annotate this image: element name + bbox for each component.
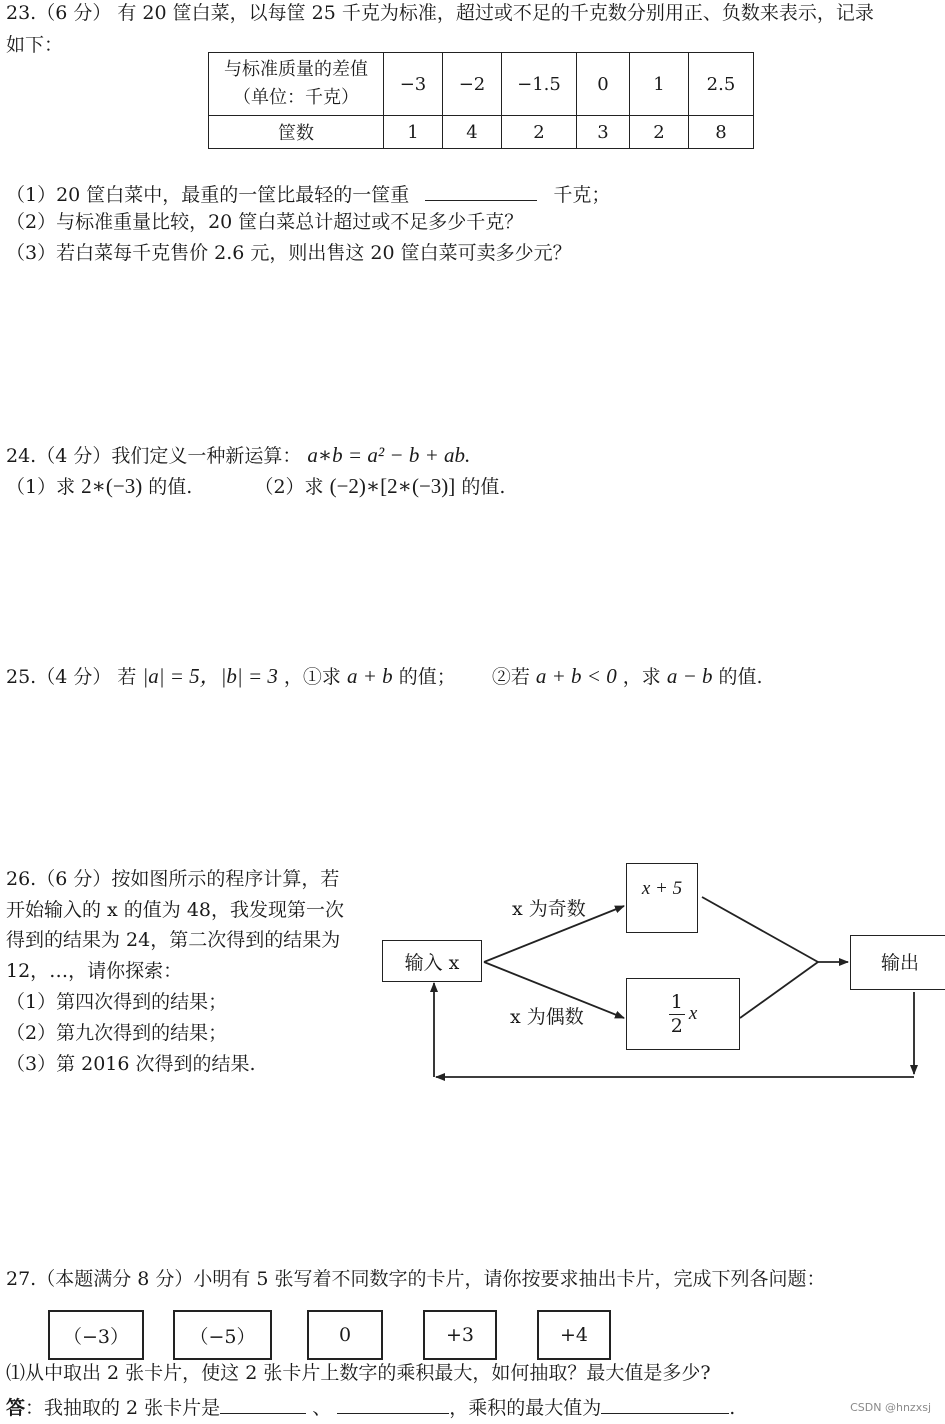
q26-line1: 26.（6 分）按如图所示的程序计算，若 bbox=[6, 868, 340, 890]
table-row-label: 筐数 bbox=[209, 116, 384, 149]
table-count-cell: 3 bbox=[577, 116, 630, 149]
q26-part3: （3）第 2016 次得到的结果. bbox=[6, 1053, 256, 1075]
table-diff-cell: 0 bbox=[577, 53, 630, 116]
q23-part3: （3）若白菜每千克售价 2.6 元，则出售这 20 筐白菜可卖多少元？ bbox=[6, 242, 572, 264]
line-even-to-merge bbox=[740, 962, 818, 1018]
watermark: CSDN @hnzxsj bbox=[850, 1401, 931, 1414]
table-diff-cell: −1.5 bbox=[502, 53, 577, 116]
q26-line2: 开始输入的 x 的值为 48，我发现第一次 bbox=[6, 899, 345, 921]
table-count-cell: 1 bbox=[384, 116, 443, 149]
answer-blank-card2[interactable] bbox=[337, 1395, 449, 1414]
flow-even-box: $\frac{1}{2}$ x bbox=[626, 978, 740, 1050]
q26-part1: （1）第四次得到的结果； bbox=[6, 991, 228, 1013]
q23-part1: （1）20 筐白菜中，最重的一筐比最轻的一筐重 千克； bbox=[6, 184, 611, 206]
flow-odd-label: x 为奇数 bbox=[512, 898, 586, 920]
flow-even-label: x 为偶数 bbox=[510, 1006, 584, 1028]
q27-part1: ⑴从中取出 2 张卡片，使这 2 张卡片上数字的乘积最大，如何抽取？最大值是多少? bbox=[6, 1362, 711, 1384]
q24-expr2: (−2)∗[2∗(−3)] bbox=[329, 474, 456, 498]
q24-intro: 24.（4 分）我们定义一种新运算： a∗b = a² − b + ab. bbox=[6, 443, 471, 467]
table-count-cell: 4 bbox=[443, 116, 502, 149]
flow-output-box: 输出 bbox=[850, 935, 945, 990]
number-card[interactable]: （−3） bbox=[48, 1310, 144, 1360]
q23-intro-line2: 如下： bbox=[6, 34, 64, 56]
q24-parts: （1）求 2∗(−3) 的值. （2）求 (−2)∗[2∗(−3)] 的值. bbox=[6, 474, 506, 498]
table-diff-cell: 1 bbox=[630, 53, 689, 116]
number-card[interactable]: （−5） bbox=[173, 1310, 272, 1360]
number-card[interactable]: +3 bbox=[423, 1310, 497, 1360]
table-count-cell: 2 bbox=[630, 116, 689, 149]
answer-blank-product[interactable] bbox=[601, 1395, 729, 1414]
q23-part2: （2）与标准重量比较，20 筐白菜总计超过或不足多少千克？ bbox=[6, 211, 524, 233]
number-card[interactable]: 0 bbox=[307, 1310, 383, 1360]
q24-formula: a∗b = a² − b + ab. bbox=[307, 443, 471, 467]
table-header-cell: 与标准质量的差值 （单位：千克） bbox=[209, 53, 384, 116]
q25-condition: |a| = 5，|b| = 3 bbox=[142, 664, 278, 688]
table-diff-cell: −2 bbox=[443, 53, 502, 116]
q26-line3: 得到的结果为 24，第二次得到的结果为 bbox=[6, 929, 341, 951]
table-count-cell: 8 bbox=[689, 116, 754, 149]
q26-line4: 12，…，请你探索： bbox=[6, 960, 183, 982]
answer-blank-card1[interactable] bbox=[220, 1395, 306, 1414]
q23-intro-line1: 23.（6 分） 有 20 筐白菜，以每筐 25 千克为标准，超过或不足的千克数分别用正、负数来表示，记录 bbox=[6, 2, 874, 24]
q27-answer-line: 答：我抽取的 2 张卡片是 、 ，乘积的最大值为 . bbox=[6, 1397, 736, 1419]
table-diff-cell: 2.5 bbox=[689, 53, 754, 116]
half-fraction: $\frac{1}{2}$ bbox=[670, 990, 683, 1037]
q26-part2: （2）第九次得到的结果； bbox=[6, 1022, 228, 1044]
number-card[interactable]: +4 bbox=[537, 1310, 611, 1360]
table-diff-cell: −3 bbox=[384, 53, 443, 116]
q24-expr1: 2∗(−3) bbox=[81, 474, 143, 498]
line-odd-to-merge bbox=[702, 897, 818, 962]
table-count-cell: 2 bbox=[502, 116, 577, 149]
q27-intro: 27.（本题满分 8 分）小明有 5 张写着不同数字的卡片，请你按要求抽出卡片，完成下列各问题： bbox=[6, 1268, 826, 1290]
flow-input-box: 输入 x bbox=[382, 940, 482, 982]
flow-odd-box: x + 5 bbox=[626, 863, 698, 933]
q25-text: 25.（4 分） 若 |a| = 5，|b| = 3 ，①求 a + b 的值； ②若 a + b < 0 ，求 a − b 的值. bbox=[6, 664, 763, 688]
